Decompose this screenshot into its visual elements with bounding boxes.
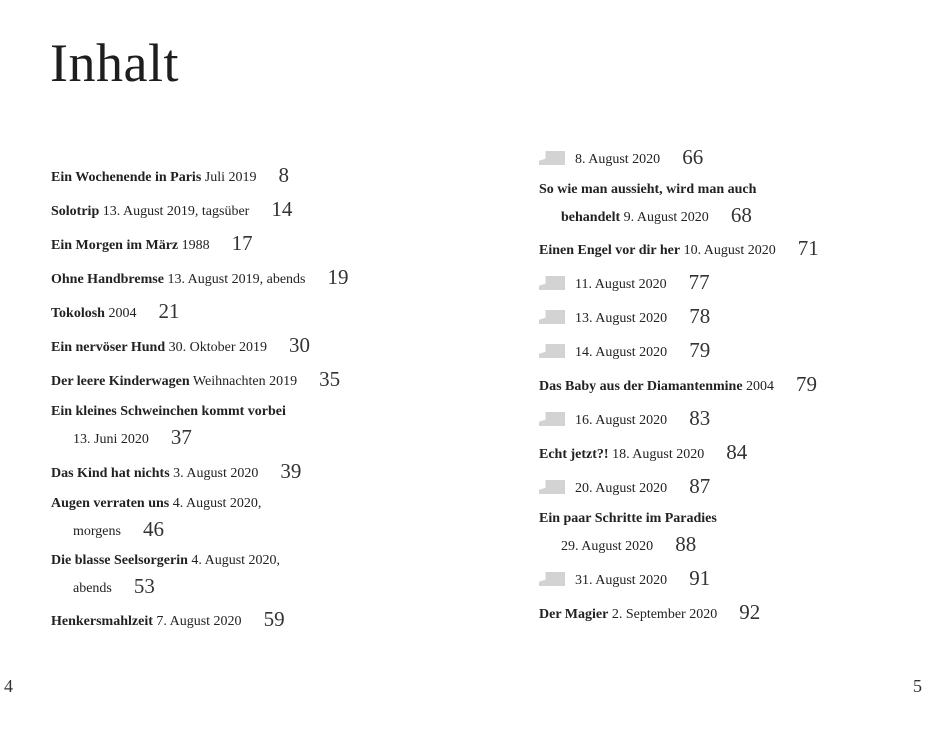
toc-entry[interactable] [51,230,253,258]
toc-entry[interactable] [51,606,285,634]
page-title: Inhalt [50,33,179,93]
entry-date-cont: morgens [73,524,121,539]
toc-subentry[interactable] [539,144,703,172]
entry-page: 77 [688,270,710,294]
entry-continuation [51,573,280,601]
entry-continuation [539,531,717,559]
entry-date: 3. August 2020 [169,466,259,481]
entry-title: Das Baby aus der Diamantenmine [539,379,743,394]
entry-page: 71 [797,236,819,260]
entry-date: 16. August 2020 [575,413,668,428]
toc-subentry[interactable] [539,565,710,593]
entry-page: 84 [726,440,748,464]
entry-page: 14 [271,197,293,221]
entry-title: Ein nervöser Hund [51,340,166,355]
entry-page: 78 [689,304,711,328]
entry-title: Augen verraten uns [51,496,170,511]
entry-date: 13. August 2020 [575,311,668,326]
entry-page: 19 [327,265,349,289]
entry-date: 4. August 2020, [187,553,281,568]
entry-date: 2. September 2020 [608,607,718,622]
bookmark-flag-icon [539,151,565,165]
entry-page: 91 [689,566,711,590]
entry-date: 13. Juni 2020 [73,432,149,447]
entry-title: Solotrip [51,204,100,219]
entry-date: 11. August 2020 [575,277,667,292]
entry-date: 9. August 2020 [620,210,709,225]
toc-subentry[interactable] [539,337,710,365]
toc-subentry[interactable] [539,405,710,433]
toc-entry[interactable] [51,162,289,190]
entry-title: Ein kleines Schweinchen kommt vorbei [51,404,286,419]
entry-page: 59 [263,607,285,631]
entry-title: Tokolosh [51,306,105,321]
entry-title: Das Kind hat nichts [51,466,170,481]
toc-entry[interactable] [51,196,292,224]
entry-page: 46 [142,517,164,541]
entry-page: 17 [231,231,253,255]
entry-date: 7. August 2020 [152,614,242,629]
entry-page: 88 [675,532,697,556]
bookmark-flag-icon [539,344,565,358]
bookmark-flag-icon [539,310,565,324]
entry-page: 79 [796,372,818,396]
entry-date: 13. August 2019, abends [163,272,306,287]
toc-entry[interactable] [51,458,301,486]
entry-date: 18. August 2020 [608,447,705,462]
entry-date: Weihnachten 2019 [189,374,298,389]
entry-date: 4. August 2020, [169,496,262,511]
entry-page: 92 [739,600,761,624]
entry-date: Juli 2019 [201,170,257,185]
entry-page: 37 [170,425,192,449]
entry-date: 10. August 2020 [680,243,776,258]
entry-page: 30 [289,333,310,357]
toc-entry[interactable] [51,549,280,601]
page-number-right: 5 [913,676,922,696]
entry-title: Einen Engel vor dir her [539,243,681,258]
bookmark-flag-icon [539,276,565,290]
toc-entry[interactable] [51,492,261,544]
entry-page: 87 [689,474,711,498]
entry-title-cont: behandelt [561,210,621,225]
entry-title: Ein Wochenende in Paris [51,170,202,185]
entry-page: 79 [689,338,711,362]
entry-continuation [51,424,286,452]
entry-title: Die blasse Seelsorgerin [51,553,188,568]
entry-page: 66 [682,145,704,169]
entry-title: Ein paar Schritte im Paradies [539,511,717,526]
entry-continuation [539,202,756,230]
entry-page: 68 [730,203,752,227]
entry-date: 2004 [742,379,775,394]
entry-continuation [51,516,261,544]
entry-date: 20. August 2020 [575,481,668,496]
toc-entry[interactable] [539,235,819,263]
entry-page: 39 [280,459,302,483]
toc-entry[interactable] [51,332,310,360]
toc-subentry[interactable] [539,269,710,297]
entry-date: 31. August 2020 [575,573,668,588]
toc-entry[interactable] [51,264,349,292]
bookmark-flag-icon [539,412,565,426]
entry-date: 14. August 2020 [575,345,668,360]
entry-title: Echt jetzt?! [539,447,609,462]
entry-title: Henkersmahlzeit [51,614,153,629]
entry-title: Ohne Handbremse [51,272,164,287]
entry-date: 30. Oktober 2019 [165,340,267,355]
toc-entry[interactable] [539,178,756,230]
toc-entry[interactable] [539,507,717,559]
toc-entry[interactable] [539,599,760,627]
entry-date: 29. August 2020 [561,539,654,554]
entry-page: 35 [319,367,341,391]
entry-date: 8. August 2020 [575,152,661,167]
entry-page: 8 [278,163,290,187]
toc-entry[interactable] [51,400,286,452]
entry-date: 2004 [104,306,137,321]
toc-entry[interactable] [51,298,179,326]
toc-entry[interactable] [51,366,340,394]
entry-page: 21 [158,299,180,323]
entry-date: 13. August 2019, tagsüber [99,204,250,219]
entry-title: So wie man aussieht, wird man auch [539,182,757,197]
entry-page: 53 [133,574,155,598]
bookmark-flag-icon [539,480,565,494]
entry-title: Ein Morgen im März [51,238,179,253]
entry-date: 1988 [178,238,210,253]
entry-date-cont: abends [73,581,112,596]
toc-subentry[interactable] [539,303,710,331]
toc-subentry[interactable] [539,473,710,501]
toc-entry[interactable] [539,371,817,399]
entry-title: Der Magier [539,607,609,622]
toc-entry[interactable] [539,439,747,467]
entry-page: 83 [689,406,711,430]
entry-title: Der leere Kinderwagen [51,374,190,389]
page-number-left: 4 [4,676,13,696]
bookmark-flag-icon [539,572,565,586]
